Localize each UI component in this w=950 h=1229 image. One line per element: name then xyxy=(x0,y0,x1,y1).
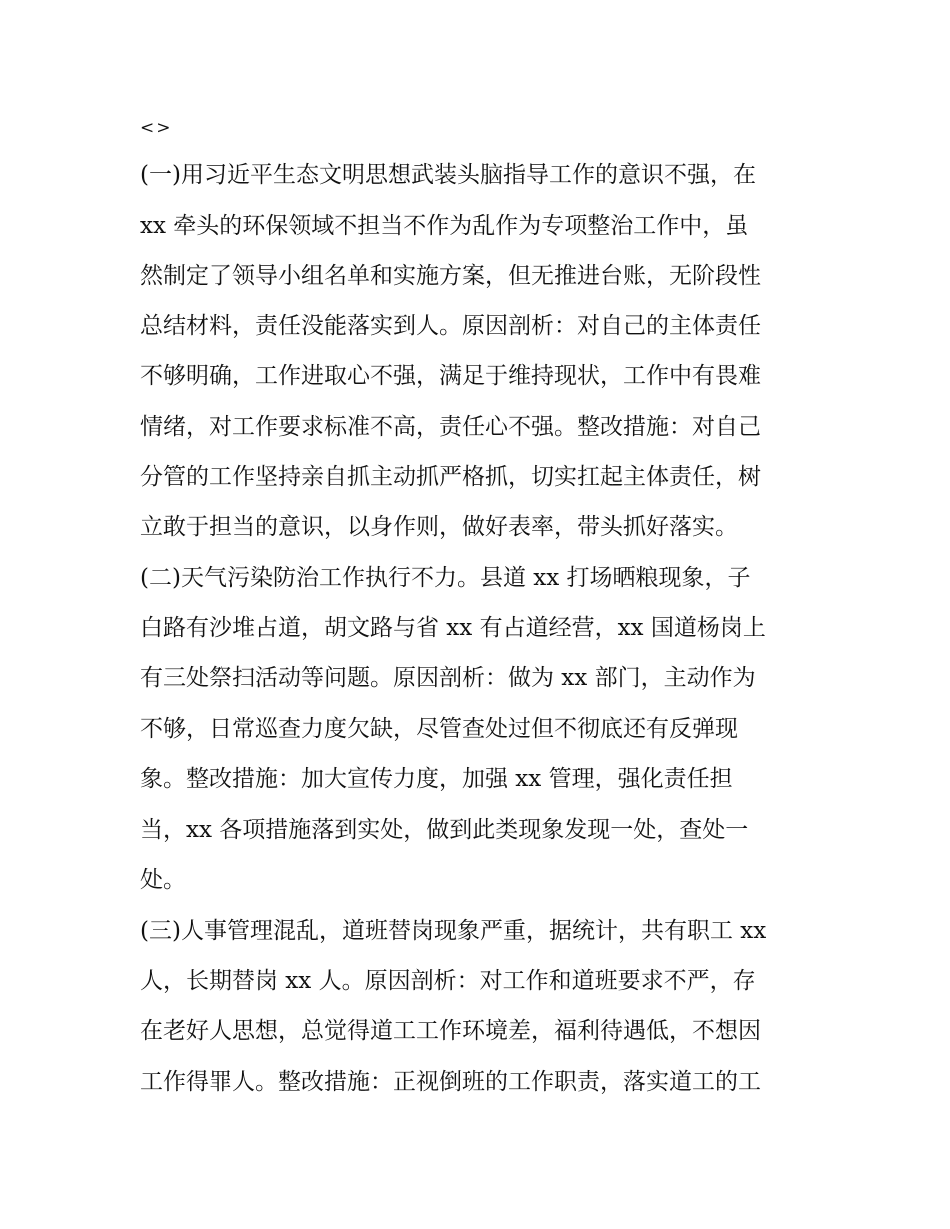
text-line: (二)天气污染防治工作执行不力。县道 xx 打场晒粮现象，子 xyxy=(140,565,751,591)
text-line: 在老好人思想，总觉得道工工作环境差，福利待遇低，不想因 xyxy=(140,1018,761,1044)
document-marker: <> xyxy=(140,118,173,138)
text-line: 人，长期替岗 xx 人。原因剖析：对工作和道班要求不严，存 xyxy=(140,968,756,994)
text-line: xx 牵头的环保领域不担当不作为乱作为专项整治工作中，虽 xyxy=(140,213,749,239)
text-line: 不够，日常巡查力度欠缺，尽管查处过但不彻底还有反弹现 xyxy=(140,716,738,742)
text-line: 分管的工作坚持亲自抓主动抓严格抓，切实扛起主体责任，树 xyxy=(140,464,761,490)
text-line: 然制定了领导小组名单和实施方案，但无推进台账，无阶段性 xyxy=(140,263,761,289)
text-line: 白路有沙堆占道，胡文路与省 xx 有占道经营，xx 国道杨岗上 xyxy=(140,615,766,641)
text-line: 立敢于担当的意识，以身作则，做好表率，带头抓好落实。 xyxy=(140,514,738,540)
text-line: 工作得罪人。整改措施：正视倒班的工作职责，落实道工的工 xyxy=(140,1069,761,1095)
text-line: 有三处祭扫活动等问题。原因剖析：做为 xx 部门，主动作为 xyxy=(140,665,756,691)
text-line: 情绪，对工作要求标准不高，责任心不强。整改措施：对自己 xyxy=(140,414,761,440)
text-line: 不够明确，工作进取心不强，满足于维持现状，工作中有畏难 xyxy=(140,363,761,389)
text-line: (一)用习近平生态文明思想武装头脑指导工作的意识不强，在 xyxy=(140,162,756,188)
text-line: 象。整改措施：加大宣传力度，加强 xx 管理，强化责任担 xyxy=(140,766,733,792)
text-line: 总结材料，责任没能落实到人。原因剖析：对自己的主体责任 xyxy=(140,313,761,339)
text-line: 处。 xyxy=(140,867,186,893)
text-line: (三)人事管理混乱，道班替岗现象严重，据统计，共有职工 xx xyxy=(140,918,767,944)
text-line: 当，xx 各项措施落到实处，做到此类现象发现一处，查处一 xyxy=(140,817,749,843)
